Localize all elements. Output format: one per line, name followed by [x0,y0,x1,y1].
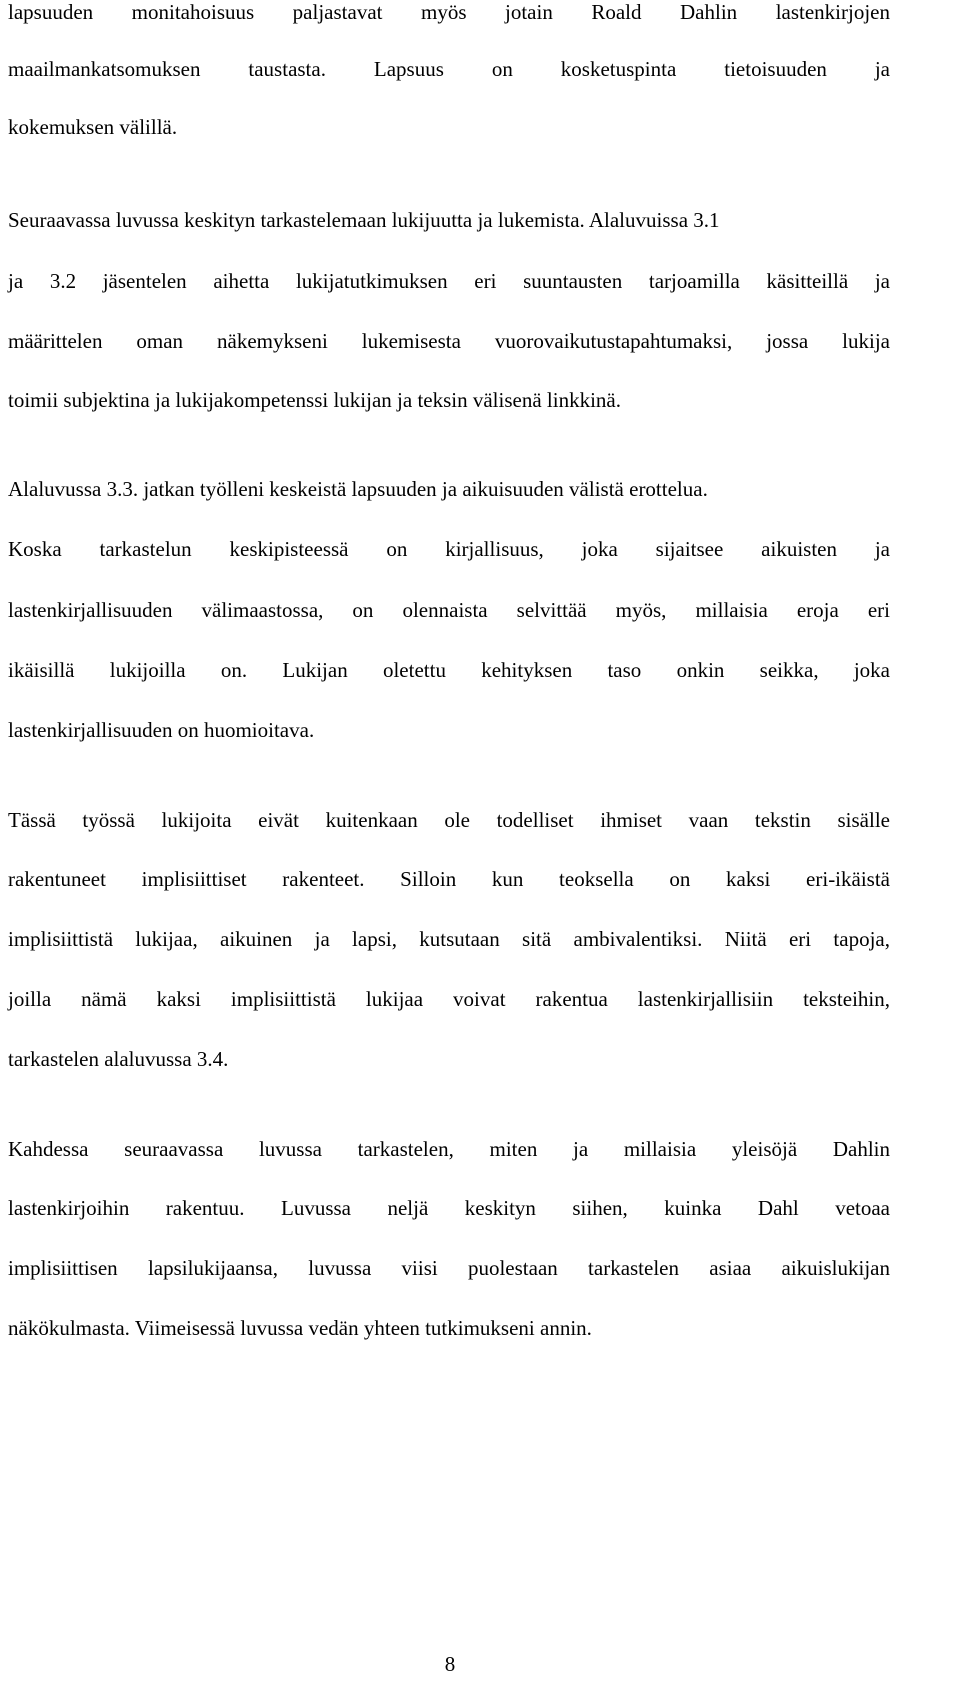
text-line: maailmankatsomuksen taustasta. Lapsuus on kosketuspinta tietoisuuden ja [8,57,890,81]
text-line: Alaluvussa 3.3. jatkan työlleni keskeistä lapsuuden ja aikuisuuden välistä erottelua. [8,477,708,501]
text-line: ja 3.2 jäsentelen aihetta lukijatutkimuksen eri suuntausten tarjoamilla käsitteillä ja [8,269,890,293]
text-line: määrittelen oman näkemykseni lukemisesta vuorovaikutustapahtumaksi, jossa lukija [8,329,890,353]
text-line: kokemuksen välillä. [8,115,178,139]
text-line: Kahdessa seuraavassa luvussa tarkastelen, miten ja millaisia yleisöjä Dahlin [8,1137,890,1161]
page-number: 8 [444,1652,456,1676]
text-line: lastenkirjallisuuden välimaastossa, on olennaista selvittää myös, millaisia eroja eri [8,598,890,622]
text-line: tarkastelen alaluvussa 3.4. [8,1047,229,1071]
text-line: Seuraavassa luvussa keskityn tarkastelemaan lukijuutta ja lukemista. Alaluvuissa 3.1 [8,208,720,232]
text-line: ikäisillä lukijoilla on. Lukijan oletettu kehityksen taso onkin seikka, joka [8,658,890,682]
text-line: lastenkirjoihin rakentuu. Luvussa neljä keskityn siihen, kuinka Dahl vetoaa [8,1196,890,1220]
text-line: implisiittistä lukijaa, aikuinen ja lapsi, kutsutaan sitä ambivalentiksi. Niitä eri tapoja, [8,927,890,951]
text-line: rakentuneet implisiittiset rakenteet. Silloin kun teoksella on kaksi eri-ikäistä [8,867,890,891]
text-line: Tässä työssä lukijoita eivät kuitenkaan ole todelliset ihmiset vaan tekstin sisälle [8,808,890,832]
text-line: lapsuuden monitahoisuus paljastavat myös jotain Roald Dahlin lastenkirjojen [8,0,890,24]
text-line: näkökulmasta. Viimeisessä luvussa vedän yhteen tutkimukseni annin. [8,1316,592,1340]
text-line: lastenkirjallisuuden on huomioitava. [8,718,315,742]
text-line: toimii subjektina ja lukijakompetenssi lukijan ja teksin välisenä linkkinä. [8,388,621,412]
text-line: Koska tarkastelun keskipisteessä on kirjallisuus, joka sijaitsee aikuisten ja [8,537,890,561]
text-line: joilla nämä kaksi implisiittistä lukijaa voivat rakentua lastenkirjallisiin teksteihin, [8,987,890,1011]
text-line: implisiittisen lapsilukijaansa, luvussa viisi puolestaan tarkastelen asiaa aikuislukijan [8,1256,890,1280]
